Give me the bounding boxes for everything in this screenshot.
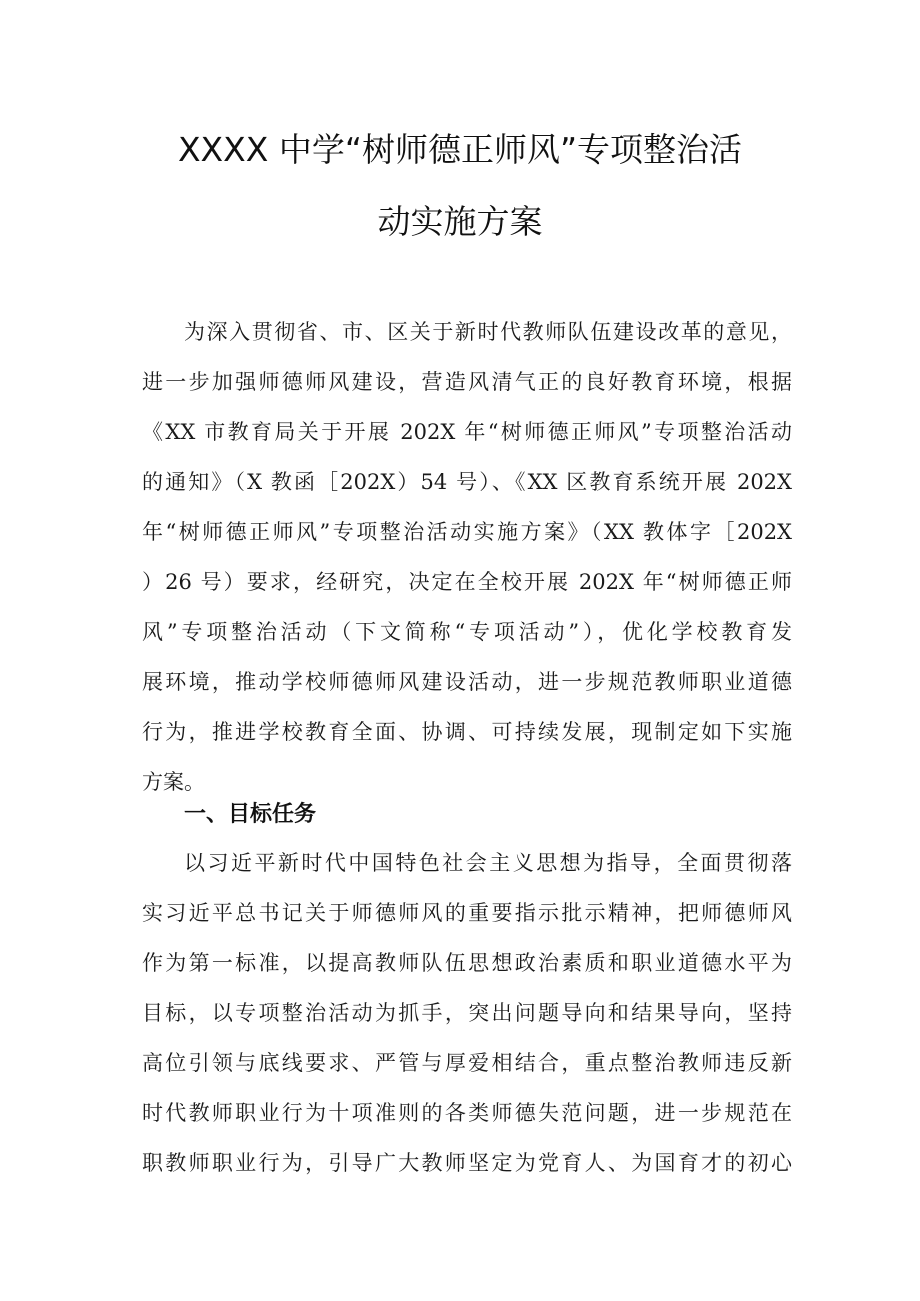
paragraph-line: 目标，以专项整治活动为抓手，突出问题导向和结果导向，坚持 — [142, 1001, 792, 1025]
paragraph-line: 职教师职业行为，引导广大教师坚定为党育人、为国育才的初心 — [142, 1151, 792, 1175]
section-heading-goals: 一、目标任务 — [184, 802, 317, 827]
paragraph-line: 方案。 — [142, 770, 205, 794]
paragraph-line: 高位引领与底线要求、严管与厚爱相结合，重点整治教师违反新 — [142, 1051, 792, 1075]
goals-paragraph — [142, 838, 792, 1188]
paragraph-line: 的通知》（X 教函［202X）54 号）、《XX 区教育系统开展 202X — [142, 470, 792, 494]
paragraph-line: 行为，推进学校教育全面、协调、可持续发展，现制定如下实施 — [142, 720, 792, 744]
paragraph-line: 《XX 市教育局关于开展 202X 年“树师德正师风”专项整治活动 — [142, 420, 792, 444]
paragraph-line: 实习近平总书记关于师德师风的重要指示批示精神，把师德师风 — [142, 901, 792, 925]
document-title-line-2: 动实施方案 — [377, 202, 543, 241]
paragraph-line: 展环境，推动学校师德师风建设活动，进一步规范教师职业道德 — [142, 670, 792, 694]
document-title-line-1: XXXX 中学“树师德正师风”专项整治活 — [177, 130, 743, 169]
paragraph-line: 作为第一标准，以提高教师队伍思想政治素质和职业道德水平为 — [142, 951, 792, 975]
paragraph-line: 进一步加强师德师风建设，营造风清气正的良好教育环境，根据 — [142, 370, 792, 394]
paragraph-line: ）26 号）要求，经研究，决定在全校开展 202X 年“树师德正师 — [142, 570, 792, 594]
paragraph-line: 风”专项整治活动（下文简称“专项活动”），优化学校教育发 — [142, 620, 792, 644]
intro-paragraph — [142, 307, 792, 807]
paragraph-line: 为深入贯彻省、市、区关于新时代教师队伍建设改革的意见， — [184, 320, 792, 344]
paragraph-line: 以习近平新时代中国特色社会主义思想为指导，全面贯彻落 — [184, 851, 792, 875]
paragraph-line: 时代教师职业行为十项准则的各类师德失范问题，进一步规范在 — [142, 1101, 792, 1125]
paragraph-line: 年“树师德正师风”专项整治活动实施方案》（XX 教体字［202X — [142, 520, 792, 544]
